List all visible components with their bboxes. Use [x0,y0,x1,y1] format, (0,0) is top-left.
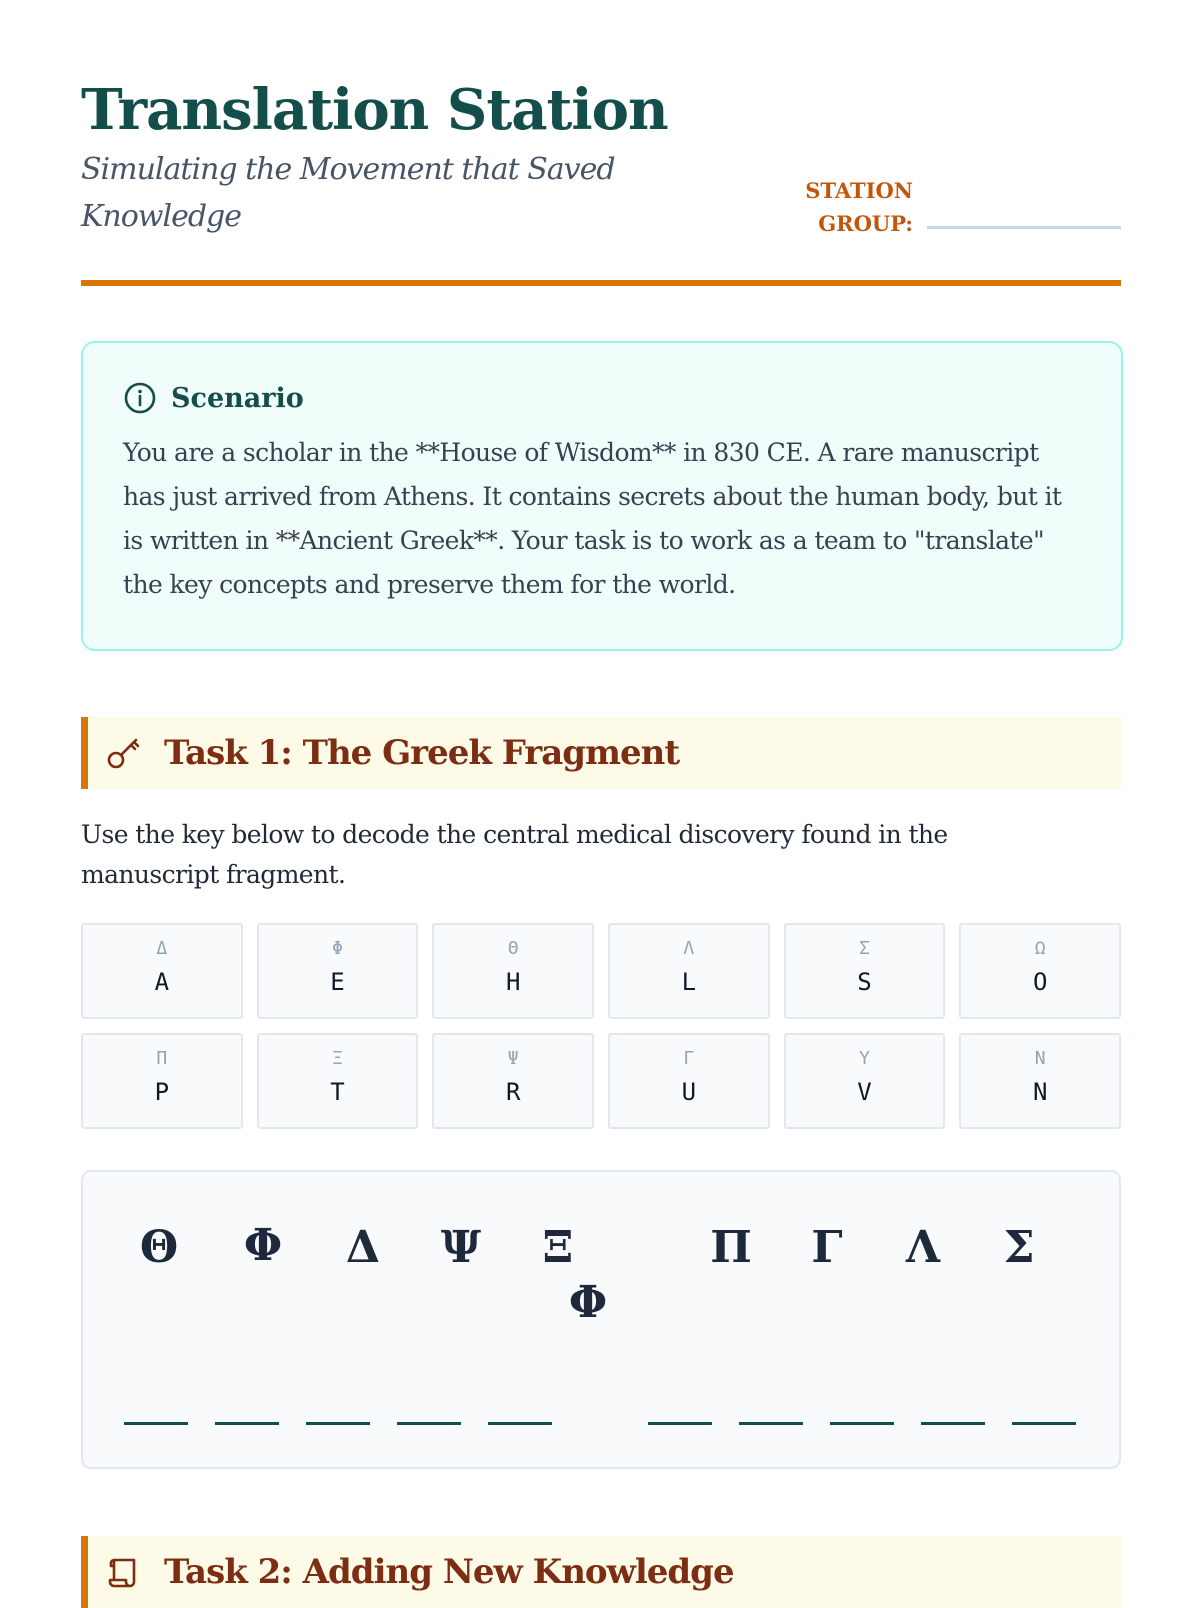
task1-header [81,717,1121,789]
key-cell [784,1033,946,1129]
page-subtitle: Simulating the Movement that Saved Knowledge [81,152,615,234]
info-icon [123,381,157,415]
worksheet-page [81,0,1121,1592]
key-greek: Φ [332,938,343,959]
key-latin: R [505,1078,521,1106]
task1-title: Task 1: The Greek Fragment [164,733,680,773]
task2-header [81,1536,1121,1608]
key-greek: Ξ [332,1048,343,1069]
cipher-glyph: Σ [1003,1222,1035,1273]
cipher-glyph: Φ [568,1277,608,1328]
cipher-glyph: Ξ [542,1222,574,1273]
answer-blank[interactable] [124,1422,188,1425]
answer-blank[interactable] [739,1422,803,1425]
cipher-glyph: Λ [905,1222,941,1273]
cipher-glyph: Θ [139,1222,179,1273]
key-latin: E [330,968,345,996]
scenario-title: Scenario [171,382,304,414]
key-cell [81,1033,243,1129]
key-greek: Ν [1034,1048,1046,1069]
answer-blank[interactable] [306,1422,370,1425]
answer-blank[interactable] [215,1422,279,1425]
station-group [773,174,1121,240]
answer-blank[interactable] [830,1422,894,1425]
cipher-glyph: Φ [243,1220,283,1271]
answer-blank[interactable] [921,1422,985,1425]
key-latin: S [857,968,872,996]
key-greek: Ψ [507,1048,519,1069]
key-latin: H [505,968,521,996]
answer-blank[interactable] [488,1422,552,1425]
station-group-field[interactable] [927,226,1121,229]
page-header [81,0,1121,290]
key-latin: V [857,1078,872,1106]
key-cell [432,1033,594,1129]
key-greek: Θ [507,938,519,959]
key-cell [608,1033,770,1129]
key-latin: P [154,1078,170,1106]
key-latin: A [154,968,170,996]
task1-instructions: Use the key below to decode the central medical discovery found in the manuscript fragment. [81,820,948,889]
key-latin: N [1032,1078,1048,1106]
key-latin: O [1032,968,1048,996]
cipher-glyph: Γ [811,1222,843,1273]
key-greek: Δ [156,938,168,959]
scroll-icon [104,1552,144,1592]
key-greek: Σ [859,938,870,959]
cipher-glyph: Δ [345,1222,381,1273]
key-cell [432,923,594,1019]
answer-blank[interactable] [1012,1422,1076,1425]
cipher-glyph: Π [710,1222,752,1273]
key-greek: Λ [683,938,695,959]
key-greek: Ω [1034,938,1046,959]
key-cell [959,1033,1121,1129]
scenario-text: You are a scholar in the **House of Wisdom** in 830 CE. A rare manuscript has just arrived from Athens. It contains secrets about the human body, but it is written in **Ancient Greek**. Your task is to work as a team to "translate" the key concepts and preserve them for the world. [123,438,1062,599]
key-greek: Υ [859,1048,870,1069]
cipher-key-grid [81,923,1121,1129]
scenario-heading [123,381,1081,415]
cipher-glyph: Ψ [440,1222,482,1273]
station-group-label: STATION GROUP: [805,178,913,236]
header-divider [81,280,1121,286]
key-latin: L [681,968,697,996]
scenario-box [81,341,1123,651]
key-icon [104,733,144,773]
key-cell [608,923,770,1019]
key-cell [257,923,419,1019]
key-latin: T [330,1078,345,1106]
key-greek: Γ [683,1048,695,1069]
answer-blank[interactable] [648,1422,712,1425]
task2-title: Task 2: Adding New Knowledge [164,1552,734,1592]
answer-blank[interactable] [397,1422,461,1425]
key-cell [81,923,243,1019]
key-latin: U [681,1078,697,1106]
key-cell [959,923,1121,1019]
key-cell [257,1033,419,1129]
key-greek: Π [156,1048,168,1069]
page-title: Translation Station [81,77,668,143]
key-cell [784,923,946,1019]
